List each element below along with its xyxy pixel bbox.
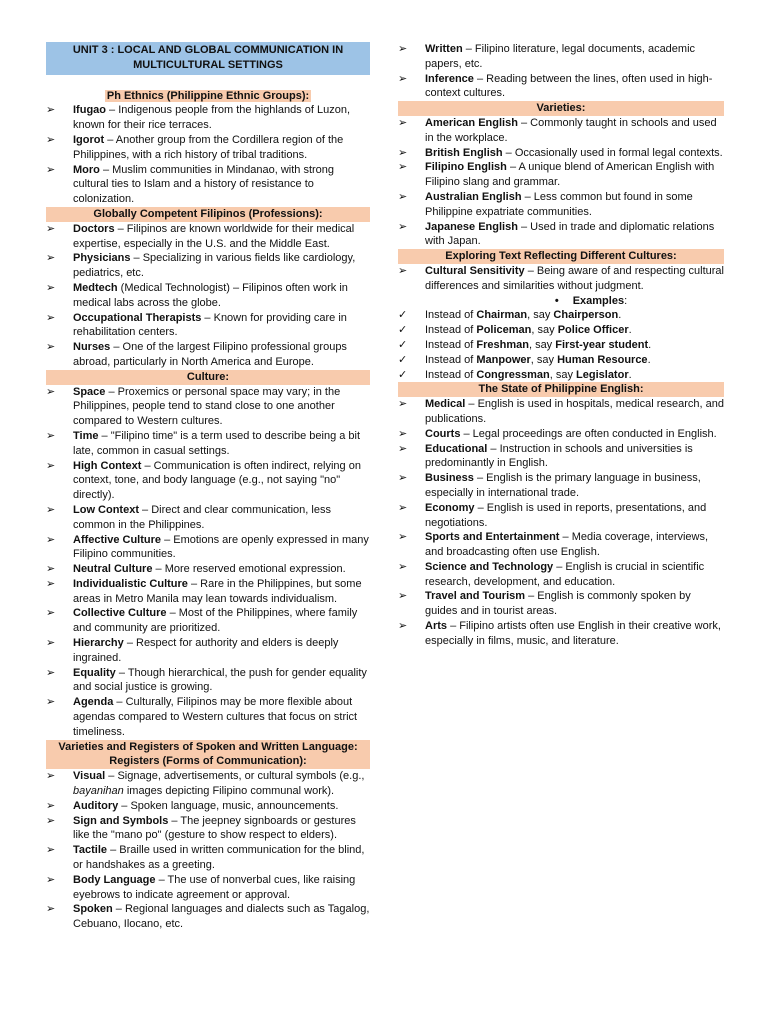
arrow-bullet-icon: ➢ xyxy=(46,429,56,442)
arrow-bullet-icon: ➢ xyxy=(398,398,408,411)
list-item xyxy=(46,577,370,607)
section-heading: Exploring Text Reflecting Different Cultures: xyxy=(398,249,724,264)
arrow-bullet-icon: ➢ xyxy=(46,903,56,916)
item-text: – Media coverage, interviews, and broadcasting often use English. xyxy=(425,531,709,559)
item-text: – Being aware of and respecting cultural differences and similarities without judgment. xyxy=(425,264,724,292)
arrow-bullet-icon: ➢ xyxy=(398,161,408,174)
list-item xyxy=(398,619,724,649)
item-term: Space xyxy=(73,385,106,398)
list-item xyxy=(46,429,370,459)
list-item xyxy=(46,562,370,577)
example-item: ✓ Instead of Policeman, say Police Officer. xyxy=(398,324,632,337)
item-term: Courts xyxy=(425,427,461,440)
arrow-bullet-icon: ➢ xyxy=(398,442,408,455)
item-term: Economy xyxy=(425,501,475,514)
list-item xyxy=(398,220,724,250)
examples-label-text: Examples xyxy=(572,294,625,307)
item-term: Educational xyxy=(425,442,488,455)
arrow-bullet-icon: ➢ xyxy=(46,281,56,294)
list-item xyxy=(398,560,724,590)
item-text: – Reading between the lines, often used in high-context cultures. xyxy=(425,72,713,100)
item-text: – Respect for authority and elders is deeply ingrained. xyxy=(73,637,339,664)
list-item xyxy=(398,501,724,531)
section-heading: Globally Competent Filipinos (Professions): xyxy=(46,207,370,222)
item-term: Moro xyxy=(73,163,100,176)
list-item xyxy=(46,636,370,666)
arrow-bullet-icon: ➢ xyxy=(398,427,408,440)
arrow-bullet-icon: ➢ xyxy=(46,770,56,783)
arrow-bullet-icon: ➢ xyxy=(398,531,408,544)
arrow-bullet-icon: ➢ xyxy=(398,72,408,85)
item-text: – Filipino artists often use English in their creative work, especially in films, music, and literature. xyxy=(425,620,721,647)
item-term: Equality xyxy=(73,666,116,679)
list-item xyxy=(46,311,370,341)
item-text: – One of the largest Filipino professional groups abroad, particularly in North America and Europe. xyxy=(73,341,347,368)
item-term: Medtech xyxy=(73,281,118,294)
example-original: Freshman xyxy=(476,338,529,351)
list-item xyxy=(46,281,370,311)
examples-label: • Examples: xyxy=(554,294,628,307)
list-item xyxy=(46,340,370,370)
item-text: – Used in trade and diplomatic relations with Japan. xyxy=(425,220,715,248)
item-text: – Though hierarchical, the push for gender equality and social justice is growing. xyxy=(73,666,367,694)
arrow-bullet-icon: ➢ xyxy=(398,560,408,573)
example-item: ✓ Instead of Chairman, say Chairperson. xyxy=(398,309,622,322)
item-term: Agenda xyxy=(73,696,114,709)
item-text: – Filipino literature, legal documents, academic papers, etc. xyxy=(425,43,696,70)
item-term: Japanese English xyxy=(425,220,518,233)
list-item xyxy=(46,251,370,281)
item-term: Physicians xyxy=(73,252,131,265)
item-text: – Known for providing care in rehabilitation centers. xyxy=(73,311,347,339)
arrow-bullet-icon: ➢ xyxy=(46,341,56,354)
list-item xyxy=(46,873,370,903)
item-term: Neutral Culture xyxy=(73,563,153,576)
arrow-bullet-icon: ➢ xyxy=(46,133,56,146)
example-item: ✓ Instead of Freshman, say First-year student. xyxy=(398,338,652,351)
arrow-bullet-icon: ➢ xyxy=(46,577,56,590)
item-text: – Direct and clear communication, less common in the Philippines. xyxy=(73,503,331,531)
item-text: – Legal proceedings are often conducted in English. xyxy=(460,427,717,440)
arrow-bullet-icon: ➢ xyxy=(46,503,56,516)
section-heading: Varieties: xyxy=(398,101,724,116)
item-term: Visual xyxy=(73,770,106,783)
item-term: Collective Culture xyxy=(73,607,167,620)
item-text: (Medical Technologist) – Filipinos often work in medical labs across the globe. xyxy=(73,281,348,309)
arrow-bullet-icon: ➢ xyxy=(46,533,56,546)
item-text: – Rare in the Philippines, but some areas in Metro Manila may lean towards individualism. xyxy=(73,577,362,605)
arrow-bullet-icon: ➢ xyxy=(46,163,56,176)
item-text: – English is used in hospitals, medical research, and publications. xyxy=(425,398,724,425)
item-term: Doctors xyxy=(73,222,115,235)
item-term: American English xyxy=(425,116,518,129)
list-item xyxy=(46,533,370,563)
item-term: Affective Culture xyxy=(73,533,162,546)
example-replacement: First-year student xyxy=(555,338,649,351)
item-term: Tactile xyxy=(73,844,108,857)
list-item xyxy=(398,190,724,220)
item-term: Time xyxy=(73,429,99,442)
item-text-after: images depicting Filipino communal work). xyxy=(123,785,335,798)
item-term: Australian English xyxy=(425,190,522,203)
right-column xyxy=(398,42,724,649)
arrow-bullet-icon: ➢ xyxy=(46,696,56,709)
item-term: Auditory xyxy=(73,799,119,812)
item-term: Body Language xyxy=(73,873,156,886)
list-item xyxy=(398,160,724,190)
item-text: – Braille used in written communication for the blind, or handshakes as a greeting. xyxy=(73,844,365,872)
arrow-bullet-icon: ➢ xyxy=(46,607,56,620)
list-item xyxy=(46,814,370,844)
list-item xyxy=(46,503,370,533)
item-text: – Filipinos are known worldwide for their medical expertise, especially in the U.S. and the Middle East. xyxy=(73,222,355,250)
list-item xyxy=(46,902,370,932)
list-item xyxy=(398,397,724,427)
list-item xyxy=(398,442,724,472)
item-text: – Specializing in various fields like cardiology, pediatrics, etc. xyxy=(73,252,356,280)
item-term: Travel and Tourism xyxy=(425,590,526,603)
arrow-bullet-icon: ➢ xyxy=(46,459,56,472)
section-heading xyxy=(46,89,370,104)
item-text: – The use of nonverbal cues, like raising eyebrows to indicate agreement or approval. xyxy=(73,873,356,901)
arrow-bullet-icon: ➢ xyxy=(398,43,408,55)
check-icon: ✓ xyxy=(398,353,408,366)
item-text: – Commonly taught in schools and used in the workplace. xyxy=(425,116,717,144)
arrow-bullet-icon: ➢ xyxy=(398,190,408,203)
check-icon: ✓ xyxy=(398,324,408,337)
document-title xyxy=(46,42,370,75)
item-text: – More reserved emotional expression. xyxy=(152,563,346,576)
item-term: Spoken xyxy=(73,903,113,916)
item-text: – "Filipino time" is a term used to describe being a bit late, common in casual settings. xyxy=(73,429,361,457)
list-item xyxy=(46,459,370,503)
item-term: Filipino English xyxy=(425,161,507,174)
arrow-bullet-icon: ➢ xyxy=(46,799,56,812)
list-item xyxy=(46,769,370,799)
check-icon: ✓ xyxy=(398,309,408,322)
arrow-bullet-icon: ➢ xyxy=(46,385,56,398)
item-text: – Another group from the Cordillera region of the Philippines, with a rich history of tribal traditions. xyxy=(73,133,344,161)
list-item xyxy=(398,471,724,501)
item-term: Hierarchy xyxy=(73,637,124,650)
arrow-bullet-icon: ➢ xyxy=(398,620,408,633)
item-text: – Culturally, Filipinos may be more flexible about agendas compared to Western cultures that focus on strict timeliness. xyxy=(73,696,358,738)
arrow-bullet-icon: ➢ xyxy=(46,873,56,886)
list-item xyxy=(398,589,724,619)
item-term: Arts xyxy=(425,620,448,633)
check-icon: ✓ xyxy=(398,368,408,381)
list-item xyxy=(46,666,370,696)
arrow-bullet-icon: ➢ xyxy=(46,844,56,857)
item-term: Written xyxy=(425,43,463,55)
arrow-bullet-icon: ➢ xyxy=(398,220,408,233)
item-text: – Proxemics or personal space may vary; in the Philippines, people tend to stand close to one another compared to Western cultures. xyxy=(73,385,341,428)
item-text: – Emotions are openly expressed in many Filipino communities. xyxy=(73,533,369,561)
item-term: Medical xyxy=(425,398,466,411)
item-text: – Indigenous people from the highlands of Luzon, known for their rice terraces. xyxy=(73,104,351,132)
list-item xyxy=(398,146,724,161)
arrow-bullet-icon: ➢ xyxy=(46,311,56,324)
item-term: Individualistic Culture xyxy=(73,577,188,590)
arrow-bullet-icon: ➢ xyxy=(46,666,56,679)
item-term: Business xyxy=(425,472,474,485)
example-replacement: Legislator xyxy=(576,368,629,381)
item-term: Ifugao xyxy=(73,104,106,117)
section-heading: Varieties and Registers of Spoken and Written Language: Registers (Forms of Communication): xyxy=(46,740,370,770)
item-text: – Occasionally used in formal legal contexts. xyxy=(502,146,723,159)
arrow-bullet-icon: ➢ xyxy=(398,472,408,485)
section-heading-text: Ph Ethnics (Philippine Ethnic Groups): xyxy=(106,89,310,102)
item-term: Low Context xyxy=(73,503,139,516)
list-item xyxy=(46,133,370,163)
item-term: Science and Technology xyxy=(425,560,554,573)
arrow-bullet-icon: ➢ xyxy=(46,252,56,265)
item-text: – Most of the Philippines, where family and community are prioritized. xyxy=(73,607,358,635)
item-text: – English is commonly spoken by guides and in tourist areas. xyxy=(425,590,691,618)
arrow-bullet-icon: ➢ xyxy=(398,116,408,129)
list-item xyxy=(46,799,370,814)
list-item xyxy=(46,606,370,636)
item-text: – English is crucial in scientific research, development, and education. xyxy=(425,560,705,588)
title-line-1: UNIT 3 : LOCAL AND GLOBAL COMMUNICATION IN xyxy=(72,44,344,56)
item-term: Occupational Therapists xyxy=(73,311,202,324)
list-item xyxy=(46,103,370,133)
item-term: High Context xyxy=(73,459,142,472)
check-icon: ✓ xyxy=(398,338,408,351)
arrow-bullet-icon: ➢ xyxy=(398,264,408,277)
section-heading: The State of Philippine English: xyxy=(398,382,724,397)
item-text: – Signage, advertisements, or cultural symbols (e.g., xyxy=(105,770,365,783)
item-text: – Less common but found in some Philippine expatriate communities. xyxy=(425,190,693,218)
arrow-bullet-icon: ➢ xyxy=(398,501,408,514)
list-item xyxy=(46,695,370,739)
example-original: Policeman xyxy=(476,324,532,337)
list-item xyxy=(46,222,370,252)
title-line-2: MULTICULTURAL SETTINGS xyxy=(133,58,283,71)
item-text: – Spoken language, music, announcements. xyxy=(118,799,339,812)
item-term: Igorot xyxy=(73,133,105,146)
item-text: – English is the primary language in business, especially in international trade. xyxy=(425,472,701,499)
arrow-bullet-icon: ➢ xyxy=(46,104,56,117)
example-replacement: Police Officer xyxy=(557,324,629,337)
list-item xyxy=(398,72,724,102)
list-item xyxy=(46,385,370,429)
item-term: Cultural Sensitivity xyxy=(425,264,525,277)
list-item xyxy=(398,530,724,560)
item-text: – Instruction in schools and universities is predominantly in English. xyxy=(425,442,693,470)
list-item xyxy=(398,42,724,72)
arrow-bullet-icon: ➢ xyxy=(46,814,56,827)
item-text: – Regional languages and dialects such as Tagalog, Cebuano, Ilocano, etc. xyxy=(73,903,370,931)
arrow-bullet-icon: ➢ xyxy=(46,637,56,650)
item-term: Sign and Symbols xyxy=(73,814,169,827)
example-original: Congressman xyxy=(476,368,550,381)
item-term: British English xyxy=(425,146,503,159)
example-item: ✓ Instead of Manpower, say Human Resource. xyxy=(398,353,651,366)
example-replacement: Human Resource xyxy=(557,353,648,366)
item-text: – English is used in reports, presentations, and negotiations. xyxy=(425,501,707,529)
arrow-bullet-icon: ➢ xyxy=(398,146,408,159)
list-item xyxy=(398,427,724,442)
example-original: Manpower xyxy=(476,353,531,366)
left-column xyxy=(46,42,370,932)
example-item: ✓ Instead of Congressman, say Legislator. xyxy=(398,368,632,381)
section-heading: Culture: xyxy=(46,370,370,385)
list-item xyxy=(46,163,370,207)
item-term: Inference xyxy=(425,72,474,85)
bullet-dot-icon: • xyxy=(554,294,559,307)
item-term: Nurses xyxy=(73,341,111,354)
item-text: – Communication is often indirect, relying on context, tone, and body language (e.g., not saying "no" directly). xyxy=(73,459,361,502)
item-text: – A unique blend of American English with Filipino slang and grammar. xyxy=(425,161,715,189)
item-text: – Muslim communities in Mindanao, with strong cultural ties to Islam and a history of resistance to colonization. xyxy=(73,163,335,206)
item-italic: bayanihan xyxy=(73,785,124,798)
item-term: Sports and Entertainment xyxy=(425,531,560,544)
list-item xyxy=(46,843,370,873)
example-replacement: Chairperson xyxy=(553,309,619,322)
arrow-bullet-icon: ➢ xyxy=(398,590,408,603)
arrow-bullet-icon: ➢ xyxy=(46,222,56,235)
list-item xyxy=(398,116,724,146)
example-original: Chairman xyxy=(476,309,528,322)
list-item xyxy=(398,264,724,294)
item-text: – The jeepney signboards or gestures like the "mano po" (gesture to show respect to elders). xyxy=(73,814,356,842)
arrow-bullet-icon: ➢ xyxy=(46,563,56,576)
